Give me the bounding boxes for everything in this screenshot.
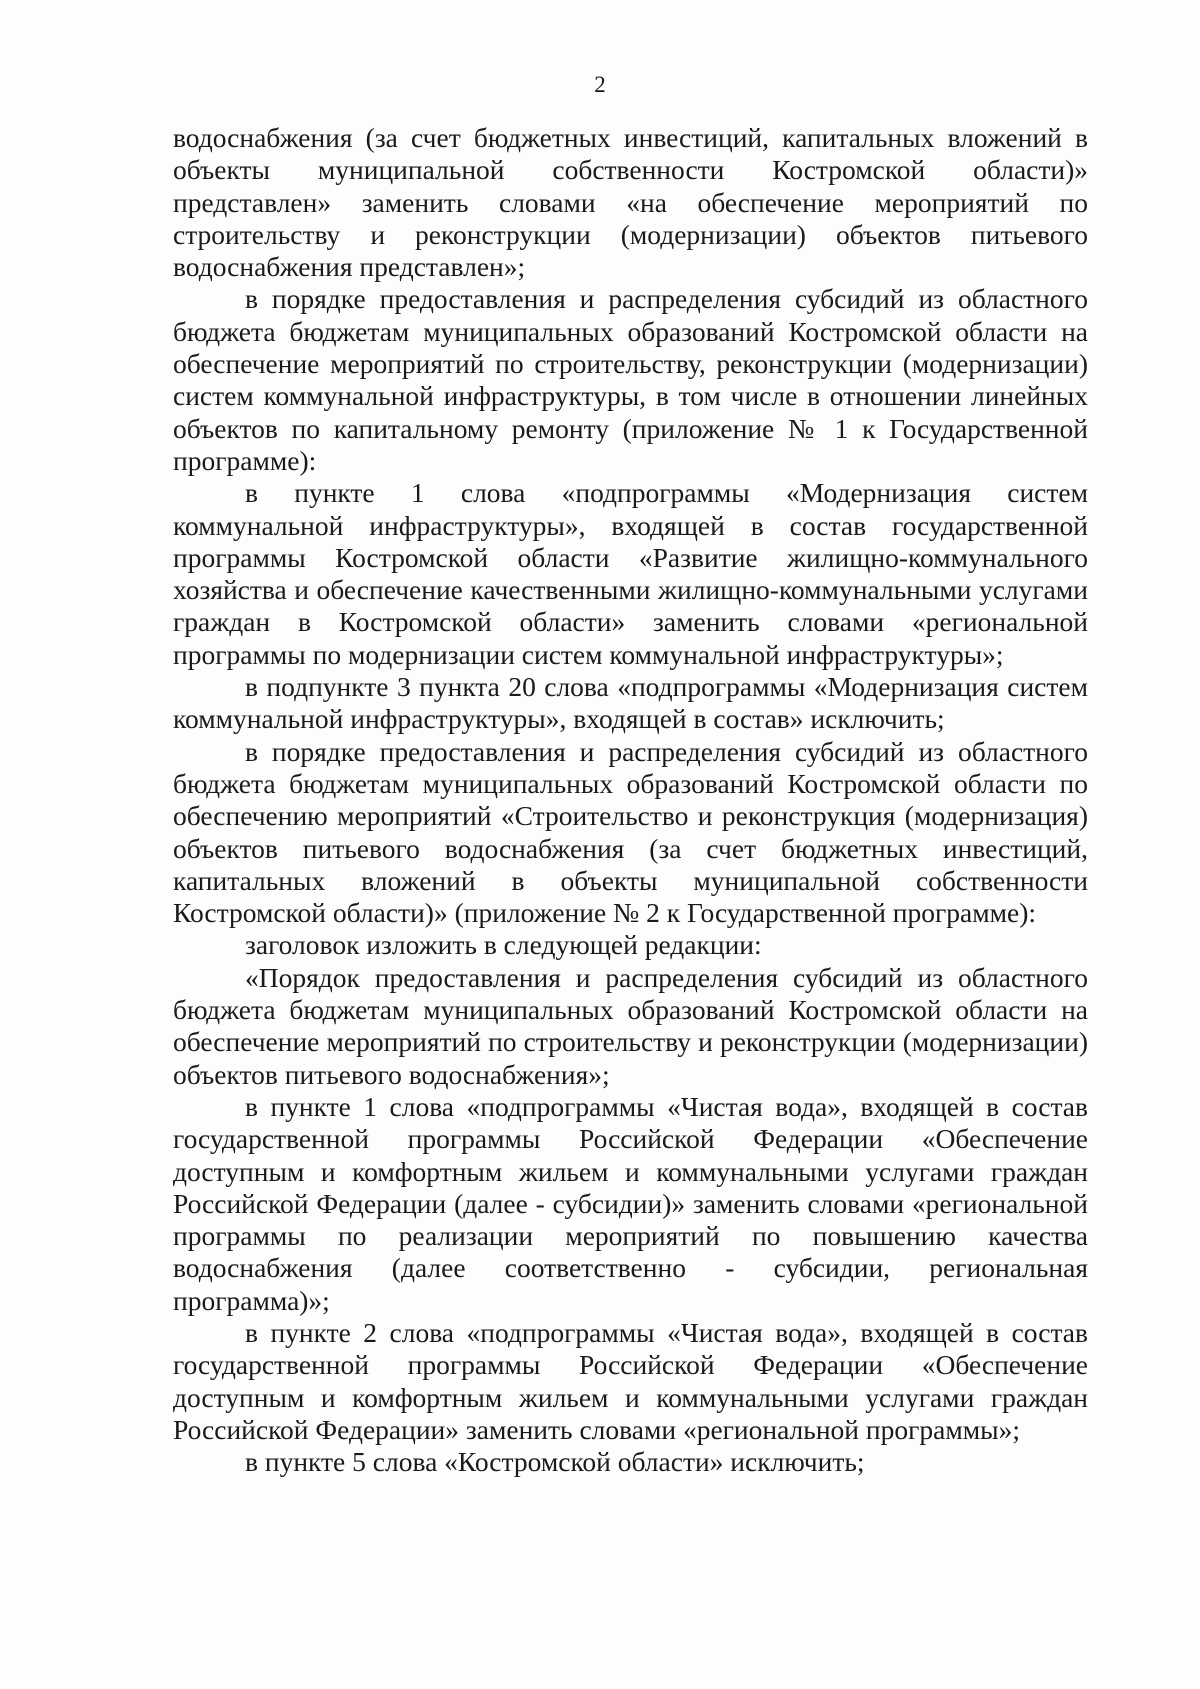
paragraph: водоснабжения (за счет бюджетных инвестиций, капитальных вложений в объекты муниципальной собственности Костромской области)» представлен» заменить словами «на обеспечение мероприятий по строительству и реконструкции (модернизации) объектов питьевого водоснабжения представлен»; <box>173 122 1088 283</box>
paragraph: в пункте 5 слова «Костромской области» исключить; <box>245 1446 865 1478</box>
paragraph: в подпункте 3 пункта 20 слова «подпрограммы «Модернизация систем коммунальной инфраструктуры», входящей в состав» исключить; <box>173 671 1088 735</box>
paragraph: в пункте 1 слова «подпрограммы «Чистая вода», входящей в состав государственной программы Российской Федерации «Обеспечение доступным и комфортным жильем и коммунальными услугами граждан Российской Федерации (далее - субсидии)» заменить словами «региональной программы по реализации мероприятий по повышению качества водоснабжения (далее соответственно - субсидии, региональная программа)»; <box>173 1090 1088 1316</box>
paragraph: «Порядок предоставления и распределения субсидий из областного бюджета бюджетам муниципальных образований Костромской области на обеспечение мероприятий по строительству и реконструкции (модернизации) объектов питьевого водоснабжения»; <box>173 961 1088 1090</box>
paragraph: в пункте 2 слова «подпрограммы «Чистая вода», входящей в состав государственной программы Российской Федерации «Обеспечение доступным и комфортным жильем и коммунальными услугами граждан Российской Федерации» заменить словами «региональной программы»; <box>173 1316 1088 1445</box>
paragraph: заголовок изложить в следующей редакции: <box>245 929 762 961</box>
page-number: 2 <box>594 72 606 97</box>
document-body <box>173 122 1088 1478</box>
paragraph: в порядке предоставления и распределения субсидий из областного бюджета бюджетам муниципальных образований Костромской области на обеспечение мероприятий по строительству, реконструкции (модернизации) систем коммунальной инфраструктуры, в том числе в отношении линейных объектов по капитальному ремонту (приложение № 1 к Государственной программе): <box>173 283 1088 476</box>
paragraph: в порядке предоставления и распределения субсидий из областного бюджета бюджетам муниципальных образований Костромской области по обеспечению мероприятий «Строительство и реконструкция (модернизация) объектов питьевого водоснабжения (за счет бюджетных инвестиций, капитальных вложений в объекты муниципальной собственности Костромской области)» (приложение № 2 к Государственной программе): <box>173 735 1088 929</box>
paragraph: в пункте 1 слова «подпрограммы «Модернизация систем коммунальной инфраструктуры», входящей в состав государственной программы Костромской области «Развитие жилищно-коммунального хозяйства и обеспечение качественными жилищно-коммунальными услугами граждан в Костромской области» заменить словами «региональной программы по модернизации систем коммунальной инфраструктуры»; <box>173 477 1088 670</box>
